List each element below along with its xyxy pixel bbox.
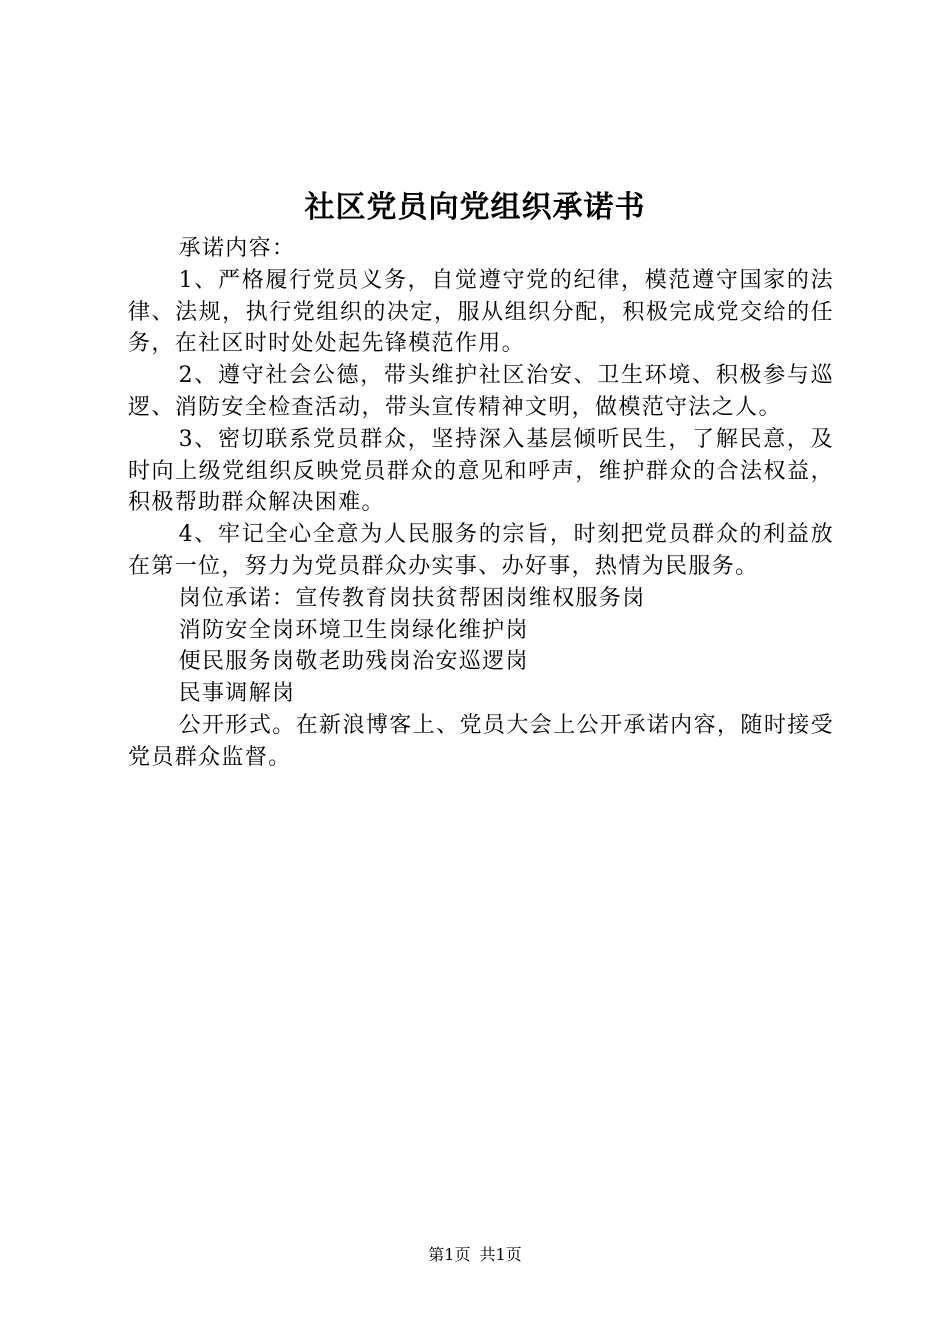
document-title: 社区党员向党组织承诺书 bbox=[304, 190, 646, 225]
page-total: 共1页 bbox=[479, 1245, 522, 1264]
paragraph-post-list-4: 民事调解岗 bbox=[178, 681, 296, 707]
paragraph-post-commitment: 岗位承诺：宣传教育岗扶贫帮困岗维权服务岗 bbox=[178, 585, 646, 611]
paragraph-item-4: 4、牢记全心全意为人民服务的宗旨，时刻把党员群众的利益放在第一位，努力为党员群众办实事、办好事，热情为民服务。 bbox=[128, 522, 834, 579]
page-footer bbox=[0, 1243, 950, 1267]
paragraph-public-form: 公开形式。在新浪博客上、党员大会上公开承诺内容，随时接受党员群众监督。 bbox=[128, 712, 834, 770]
paragraph-post-list-2: 消防安全岗环境卫生岗绿化维护岗 bbox=[178, 617, 529, 643]
paragraph-post-list-3: 便民服务岗敬老助残岗治安巡逻岗 bbox=[178, 649, 529, 675]
paragraph-item-1: 1、严格履行党员义务，自觉遵守党的纪律，模范遵守国家的法律、法规，执行党组织的决定，服从组织分配，积极完成党交给的任务，在社区时时处处起先锋模范作用。 bbox=[128, 267, 834, 357]
page-number: 第1页 bbox=[428, 1245, 471, 1264]
paragraph-item-3: 3、密切联系党员群众，坚持深入基层倾听民生，了解民意，及时向上级党组织反映党员群众的意见和呼声，维护群众的合法权益，积极帮助群众解决困难。 bbox=[128, 426, 834, 516]
document-body bbox=[128, 233, 834, 774]
paragraph-item-2: 2、遵守社会公德，带头维护社区治安、卫生环境、积极参与巡逻、消防安全检查活动，带头宣传精神文明，做模范守法之人。 bbox=[128, 363, 834, 420]
paragraph-commitment-heading: 承诺内容： bbox=[178, 236, 296, 261]
